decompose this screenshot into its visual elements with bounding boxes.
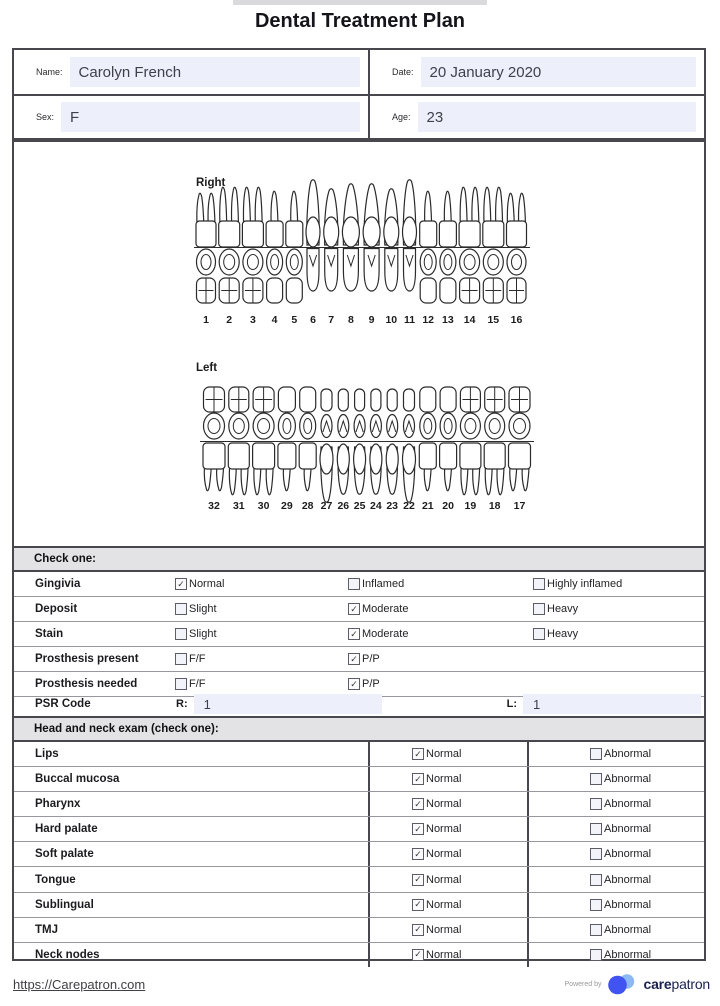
svg-text:1: 1 <box>203 314 209 326</box>
checkbox-deposit-slight[interactable] <box>175 603 187 615</box>
svg-text:15: 15 <box>487 314 500 326</box>
head-neck-row-soft-palate <box>14 842 704 867</box>
svg-text:4: 4 <box>271 314 278 326</box>
normal-cell <box>368 817 527 841</box>
checkbox-label: Slight <box>189 628 217 640</box>
checkbox-label: Normal <box>426 748 462 761</box>
checkbox-label: Normal <box>426 773 462 786</box>
head-neck-row-pharynx <box>14 792 704 817</box>
check-one-row-deposit <box>14 597 704 622</box>
option-prosthesis-present-f-f <box>175 653 348 665</box>
checkbox-hard-palate-abnormal[interactable] <box>590 823 602 835</box>
svg-text:Left: Left <box>196 362 218 374</box>
patient-info-table <box>12 48 706 140</box>
checkbox-label: Abnormal <box>604 898 652 911</box>
head-neck-row-label: Soft palate <box>35 848 94 861</box>
svg-text:Right: Right <box>196 177 226 189</box>
check-one-row-label: Deposit <box>35 603 78 615</box>
checkbox-tmj-abnormal[interactable] <box>590 924 602 936</box>
checkbox-gingivia-highly-inflamed[interactable] <box>533 578 545 590</box>
head-neck-row-label: TMJ <box>35 923 58 936</box>
head-neck-row-label: Lips <box>35 748 59 761</box>
head-neck-row-buccal-mucosa <box>14 767 704 792</box>
abnormal-cell <box>527 792 704 816</box>
option-prosthesis-needed-p-p <box>348 678 533 690</box>
svg-text:14: 14 <box>463 314 476 326</box>
checkbox-label: Highly inflamed <box>547 578 623 590</box>
carepatron-link[interactable]: https://Carepatron.com <box>13 977 146 992</box>
psr-r-input[interactable]: 1 <box>194 694 382 714</box>
psr-code-label: PSR Code <box>35 698 91 710</box>
psr-l-label: L: <box>506 698 517 710</box>
svg-text:6: 6 <box>310 314 316 326</box>
svg-text:28: 28 <box>301 500 314 512</box>
svg-text:12: 12 <box>422 314 435 326</box>
checkbox-tmj-normal[interactable] <box>412 924 424 936</box>
checkbox-tongue-abnormal[interactable] <box>590 874 602 886</box>
checkbox-prosthesis-present-f-f[interactable] <box>175 653 187 665</box>
sex-input[interactable]: F <box>61 102 360 132</box>
carepatron-wordmark <box>643 976 710 992</box>
checkbox-neck-nodes-abnormal[interactable] <box>590 949 602 961</box>
option-stain-slight <box>175 628 348 640</box>
svg-text:29: 29 <box>281 500 293 512</box>
checkbox-label: Abnormal <box>604 748 652 761</box>
option-deposit-slight <box>175 603 348 615</box>
head-neck-header: Head and neck exam (check one): <box>14 716 704 742</box>
checkbox-label: Abnormal <box>604 923 652 936</box>
checkbox-lips-normal[interactable] <box>412 748 424 760</box>
head-neck-row-label: Sublingual <box>35 898 94 911</box>
checkbox-gingivia-normal[interactable] <box>175 578 187 590</box>
head-neck-row-label: Buccal mucosa <box>35 773 120 786</box>
checkbox-buccal-mucosa-normal[interactable] <box>412 773 424 785</box>
checkbox-label: Abnormal <box>604 798 652 811</box>
checkbox-prosthesis-present-p-p[interactable] <box>348 653 360 665</box>
abnormal-cell <box>527 767 704 791</box>
svg-text:2: 2 <box>226 314 233 326</box>
normal-cell <box>368 893 527 917</box>
checkbox-hard-palate-normal[interactable] <box>412 823 424 835</box>
checkbox-label: Abnormal <box>604 823 652 836</box>
psr-l-input[interactable]: 1 <box>523 694 701 714</box>
date-label: Date: <box>392 67 414 77</box>
checkbox-label: Abnormal <box>604 873 652 886</box>
svg-text:32: 32 <box>208 500 220 512</box>
svg-text:18: 18 <box>488 500 501 512</box>
svg-text:24: 24 <box>370 500 382 512</box>
checkbox-label: Normal <box>426 873 462 886</box>
age-cell <box>368 94 704 138</box>
checkbox-label: Normal <box>426 923 462 936</box>
checkbox-deposit-heavy[interactable] <box>533 603 545 615</box>
checkbox-label: Normal <box>426 898 462 911</box>
svg-text:21: 21 <box>421 500 434 512</box>
check-one-rows <box>14 572 704 697</box>
checkbox-soft-palate-normal[interactable] <box>412 848 424 860</box>
psr-code-row <box>14 692 704 716</box>
head-neck-row-neck-nodes <box>14 943 704 967</box>
svg-text:25: 25 <box>353 500 366 512</box>
checkbox-label: Abnormal <box>604 773 652 786</box>
exam-form-box <box>12 140 706 961</box>
checkbox-label: F/F <box>189 678 206 690</box>
checkbox-stain-heavy[interactable] <box>533 628 545 640</box>
option-deposit-moderate <box>348 603 533 615</box>
head-neck-row-label: Tongue <box>35 873 76 886</box>
abnormal-cell <box>527 893 704 917</box>
svg-text:22: 22 <box>403 500 415 512</box>
svg-text:5: 5 <box>291 314 298 326</box>
option-deposit-heavy <box>533 603 704 615</box>
abnormal-cell <box>527 867 704 891</box>
head-neck-row-label: Pharynx <box>35 798 81 811</box>
normal-cell <box>368 742 527 766</box>
checkbox-label: P/P <box>362 653 380 665</box>
head-neck-row-tmj <box>14 918 704 943</box>
psr-r-label: R: <box>176 698 188 710</box>
check-one-row-gingivia <box>14 572 704 597</box>
checkbox-label: Heavy <box>547 628 579 640</box>
svg-text:19: 19 <box>464 500 477 512</box>
head-neck-rows <box>14 742 704 967</box>
head-neck-row-label: Hard palate <box>35 823 98 836</box>
check-one-row-label: Prosthesis present <box>35 653 139 665</box>
checkbox-label: Normal <box>426 798 462 811</box>
checkbox-deposit-moderate[interactable] <box>348 603 360 615</box>
checkbox-label: Inflamed <box>362 578 405 590</box>
svg-text:7: 7 <box>328 314 335 326</box>
check-one-row-stain <box>14 622 704 647</box>
date-cell <box>368 50 704 94</box>
svg-text:23: 23 <box>386 500 399 512</box>
checkbox-label: P/P <box>362 678 380 690</box>
checkbox-label: Normal <box>426 948 462 961</box>
abnormal-cell <box>527 742 704 766</box>
svg-text:16: 16 <box>510 314 523 326</box>
option-stain-moderate <box>348 628 533 640</box>
svg-text:31: 31 <box>232 500 245 512</box>
sex-label: Sex: <box>36 112 55 122</box>
checkbox-label: Abnormal <box>604 848 652 861</box>
abnormal-cell <box>527 842 704 866</box>
option-gingivia-highly-inflamed <box>533 578 704 590</box>
checkbox-buccal-mucosa-abnormal[interactable] <box>590 773 602 785</box>
option-gingivia-normal <box>175 578 348 590</box>
svg-text:11: 11 <box>403 314 416 326</box>
top-edge-artifact <box>233 0 487 5</box>
checkbox-label: Moderate <box>362 603 409 615</box>
name-cell <box>14 50 368 94</box>
head-neck-row-lips <box>14 742 704 767</box>
normal-cell <box>368 943 527 967</box>
head-neck-row-tongue <box>14 867 704 892</box>
normal-cell <box>368 842 527 866</box>
checkbox-label: Moderate <box>362 628 409 640</box>
svg-text:8: 8 <box>347 314 354 326</box>
checkbox-label: Heavy <box>547 603 579 615</box>
checkbox-pharynx-normal[interactable] <box>412 798 424 810</box>
checkbox-pharynx-abnormal[interactable] <box>590 798 602 810</box>
option-stain-heavy <box>533 628 704 640</box>
checkbox-sublingual-normal[interactable] <box>412 899 424 911</box>
svg-text:20: 20 <box>442 500 454 512</box>
check-one-row-label: Gingivia <box>35 578 81 590</box>
carepatron-logo-icon <box>606 972 638 996</box>
option-prosthesis-needed-f-f <box>175 678 348 690</box>
svg-text:27: 27 <box>320 500 333 512</box>
name-input[interactable]: Carolyn French <box>70 57 360 87</box>
checkbox-stain-moderate[interactable] <box>348 628 360 640</box>
checkbox-label: Normal <box>426 823 462 836</box>
powered-by-label: Powered by <box>564 980 602 988</box>
abnormal-cell <box>527 817 704 841</box>
checkbox-label: Abnormal <box>604 948 652 961</box>
age-label: Age: <box>392 112 411 122</box>
checkbox-gingivia-inflamed[interactable] <box>348 578 360 590</box>
check-one-row-prosthesis-present <box>14 647 704 672</box>
checkbox-label: F/F <box>189 653 206 665</box>
normal-cell <box>368 867 527 891</box>
normal-cell <box>368 767 527 791</box>
brand-rest: patron <box>671 976 710 992</box>
dental-chart <box>14 142 704 545</box>
svg-text:13: 13 <box>442 314 454 326</box>
option-gingivia-inflamed <box>348 578 533 590</box>
abnormal-cell <box>527 918 704 942</box>
powered-by <box>565 972 710 996</box>
checkbox-sublingual-abnormal[interactable] <box>590 899 602 911</box>
svg-text:30: 30 <box>257 500 270 512</box>
checkbox-tongue-normal[interactable] <box>412 874 424 886</box>
sex-cell <box>14 94 368 138</box>
head-neck-row-label: Neck nodes <box>35 948 100 961</box>
age-input[interactable]: 23 <box>418 102 696 132</box>
check-one-header: Check one: <box>14 546 704 572</box>
page-title: Dental Treatment Plan <box>254 10 466 32</box>
abnormal-cell <box>527 943 704 967</box>
checkbox-neck-nodes-normal[interactable] <box>412 949 424 961</box>
checkbox-label: Normal <box>426 848 462 861</box>
checkbox-prosthesis-needed-p-p[interactable] <box>348 678 360 690</box>
date-input[interactable]: 20 January 2020 <box>421 57 696 87</box>
check-one-row-label: Stain <box>35 628 64 640</box>
svg-text:10: 10 <box>385 314 398 326</box>
head-neck-row-hard-palate <box>14 817 704 842</box>
option-prosthesis-present-p-p <box>348 653 533 665</box>
checkbox-label: Normal <box>189 578 225 590</box>
checkbox-stain-slight[interactable] <box>175 628 187 640</box>
svg-text:17: 17 <box>513 500 526 512</box>
head-neck-row-sublingual <box>14 893 704 918</box>
checkbox-prosthesis-needed-f-f[interactable] <box>175 678 187 690</box>
check-one-row-label: Prosthesis needed <box>35 678 138 690</box>
checkbox-soft-palate-abnormal[interactable] <box>590 848 602 860</box>
checkbox-label: Slight <box>189 603 217 615</box>
name-label: Name: <box>36 67 63 77</box>
svg-text:9: 9 <box>368 314 375 326</box>
svg-text:3: 3 <box>249 314 256 326</box>
checkbox-lips-abnormal[interactable] <box>590 748 602 760</box>
normal-cell <box>368 792 527 816</box>
brand-bold: care <box>643 976 672 992</box>
svg-text:26: 26 <box>337 500 350 512</box>
normal-cell <box>368 918 527 942</box>
